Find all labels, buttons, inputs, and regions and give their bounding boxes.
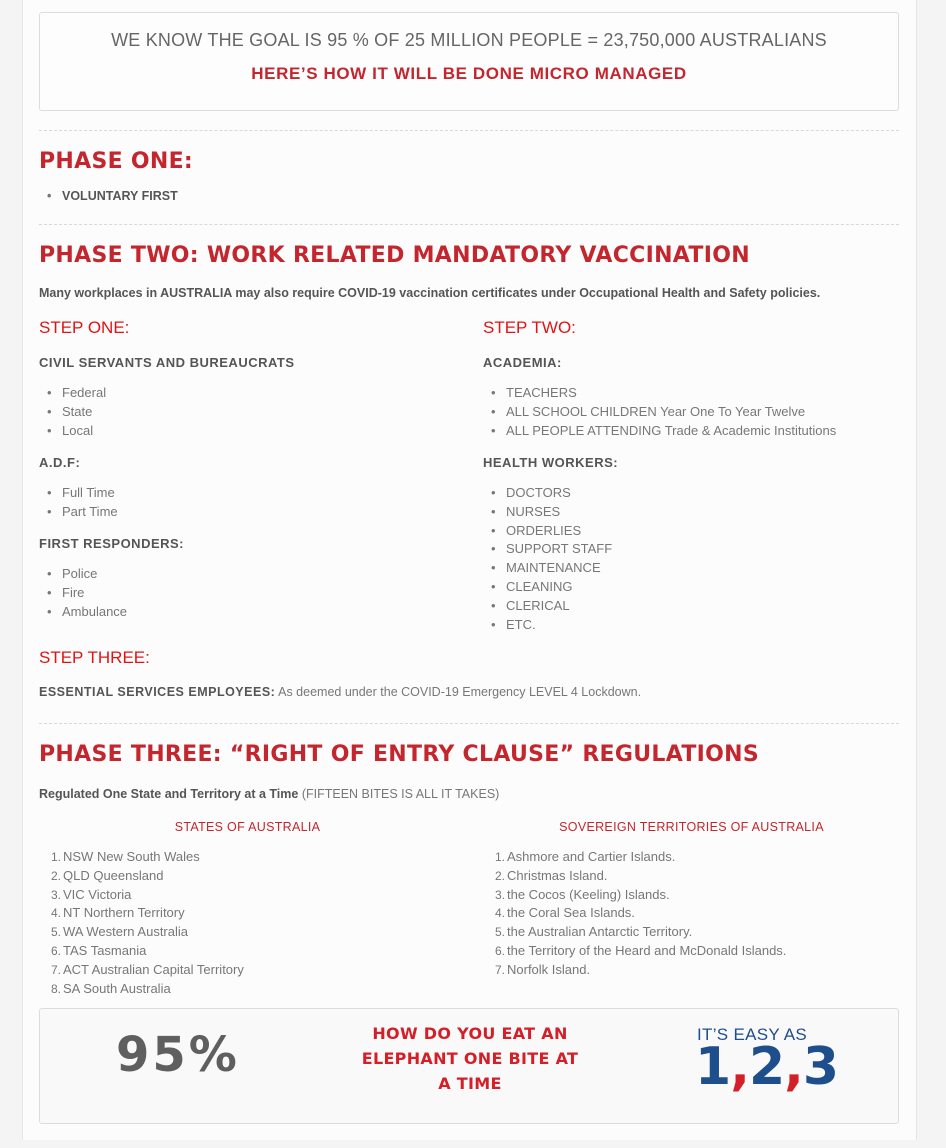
list-item: Ashmore and Cartier Islands. [507, 849, 676, 864]
easy-as-numbers [695, 1037, 838, 1097]
list-item: NT Northern Territory [63, 905, 185, 921]
list-item: TAS Tasmania [63, 942, 147, 958]
list-item: the Coral Sea Islands. [507, 905, 635, 921]
list-item: • TEACHERS [483, 384, 836, 403]
step-one-title: STEP ONE: [39, 318, 130, 337]
list-item: • NURSES [483, 503, 612, 522]
number-three: 3 [802, 1037, 839, 1097]
comma: , [730, 1037, 749, 1097]
civil-servants-list [39, 384, 106, 440]
phase-three-subtitle-note: (FIFTEEN BITES IS ALL IT TAKES) [301, 787, 500, 801]
intro-subheading: HERE’S HOW IT WILL BE DONE MICRO MANAGED [251, 64, 687, 83]
list-item: • State [39, 403, 106, 422]
list-item: ACT Australian Capital Territory [63, 961, 244, 977]
list-item: • ALL SCHOOL CHILDREN Year One To Year Twelve [483, 403, 836, 422]
phase-one-list [39, 187, 178, 206]
essential-services-text: As deemed under the COVID-19 Emergency LEVEL 4 Lockdown. [278, 685, 642, 699]
academia-list [483, 384, 836, 440]
group-heading-civil-servants: CIVIL SERVANTS AND BUREAUCRATS [39, 355, 295, 370]
intro-box [39, 12, 899, 111]
list-item: • ORDERLIES [483, 522, 612, 541]
elephant-line: A TIME [438, 1074, 502, 1093]
group-heading-academia: ACADEMIA: [483, 355, 562, 370]
content-panel [22, 0, 917, 1140]
list-item: • CLERICAL [483, 597, 612, 616]
divider [39, 723, 899, 724]
group-heading-adf: A.D.F: [39, 455, 81, 470]
list-item: • CLEANING [483, 578, 612, 597]
list-item: • Police [39, 565, 127, 584]
list-item: • Federal [39, 384, 106, 403]
territories-list [483, 848, 786, 980]
health-workers-list [483, 484, 612, 634]
states-list [39, 848, 244, 998]
list-item: • ETC. [483, 616, 612, 635]
list-item: • MAINTENANCE [483, 559, 612, 578]
list-item: Norfolk Island. [507, 961, 591, 977]
phase-two-title: PHASE TWO: WORK RELATED MANDATORY VACCINATION [39, 243, 750, 268]
list-item: • Ambulance [39, 603, 127, 622]
list-item: VIC Victoria [63, 886, 132, 902]
essential-services-label: ESSENTIAL SERVICES EMPLOYEES: [39, 685, 276, 699]
list-item: • Full Time [39, 484, 118, 503]
territories-heading: SOVEREIGN TERRITORIES OF AUSTRALIA [559, 820, 824, 834]
list-item: WA Western Australia [63, 924, 188, 940]
list-item: the Cocos (Keeling) Islands. [507, 886, 670, 902]
group-heading-first-responders: FIRST RESPONDERS: [39, 536, 185, 551]
list-item: Christmas Island. [507, 867, 608, 883]
number-one: 1 [695, 1037, 731, 1097]
list-item: • DOCTORS [483, 484, 612, 503]
phase-three-title: PHASE THREE: “RIGHT OF ENTRY CLAUSE” REGULATIONS [39, 742, 759, 767]
first-responders-list [39, 565, 127, 621]
list-item: • Part Time [39, 503, 118, 522]
list-item: NSW New South Wales [63, 849, 200, 864]
list-item: • VOLUNTARY FIRST [39, 187, 178, 206]
elephant-line: ELEPHANT ONE BITE AT [361, 1049, 579, 1068]
phase-one-title: PHASE ONE: [39, 149, 194, 174]
easy-as-label: IT’S EASY AS [697, 1025, 808, 1044]
list-item: • SUPPORT STAFF [483, 540, 612, 559]
list-item: the Territory of the Heard and McDonald Islands. [507, 942, 787, 958]
footer-banner [39, 1008, 899, 1124]
divider [39, 224, 899, 225]
goal-statement: WE KNOW THE GOAL IS 95 % OF 25 MILLION PEOPLE = 23,750,000 AUSTRALIANS [111, 30, 827, 50]
phase-three-subtitle-bold: Regulated One State and Territory at a Time [39, 787, 299, 801]
phase-two-description: Many workplaces in AUSTRALIA may also require COVID-19 vaccination certificates under Occupational Health and Safety policies. [39, 286, 821, 300]
list-item: • Local [39, 422, 106, 441]
step-two-title: STEP TWO: [483, 318, 576, 337]
list-item: • Fire [39, 584, 127, 603]
states-heading: STATES OF AUSTRALIA [174, 820, 321, 834]
phase-three-subtitle [39, 787, 499, 801]
list-item: • ALL PEOPLE ATTENDING Trade & Academic Institutions [483, 422, 836, 441]
divider [39, 130, 899, 131]
group-heading-health-workers: HEALTH WORKERS: [483, 455, 619, 470]
comma: , [784, 1037, 803, 1097]
number-two: 2 [748, 1037, 785, 1097]
elephant-line: HOW DO YOU EAT AN [372, 1024, 568, 1043]
list-item: SA South Australia [63, 980, 171, 996]
essential-services-paragraph [39, 685, 641, 699]
step-three-title: STEP THREE: [39, 648, 150, 667]
list-item: QLD Queensland [63, 867, 164, 883]
elephant-slogan [340, 1021, 600, 1096]
adf-list [39, 484, 118, 522]
percent-graphic: 95% [116, 1027, 240, 1083]
list-item: the Australian Antarctic Territory. [507, 924, 693, 940]
